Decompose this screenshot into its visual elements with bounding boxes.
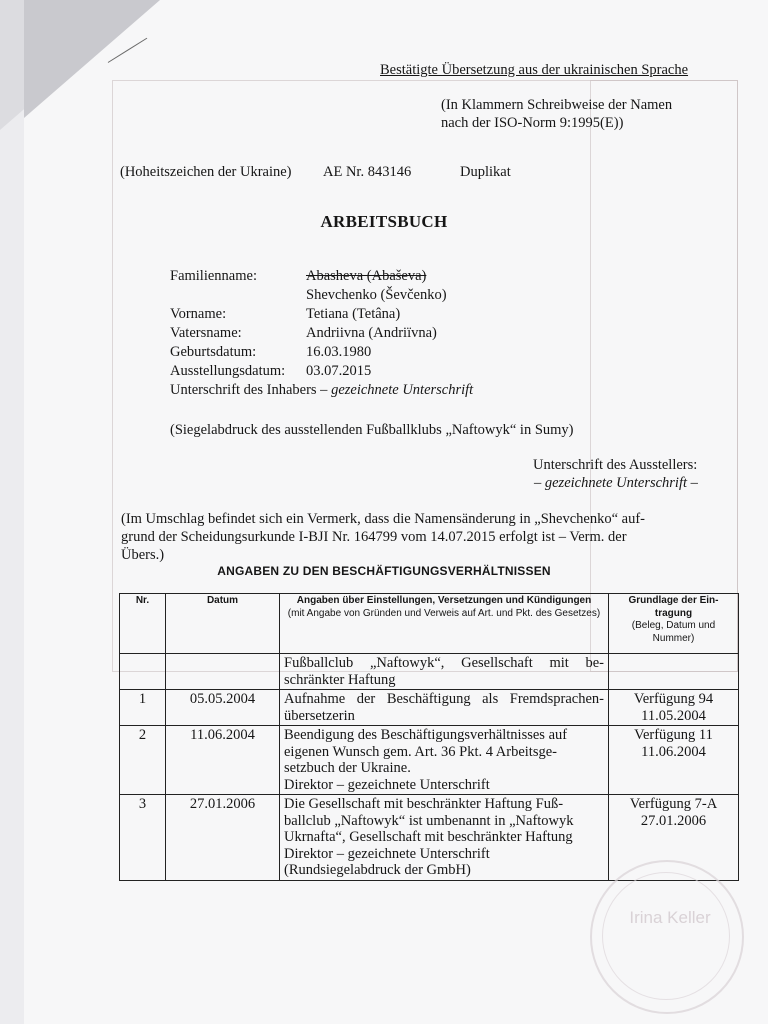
header-basis-sub: (Beleg, Datum und Nummer) <box>631 620 716 644</box>
iso-note-line1: (In Klammern Schreibweise der Namen <box>441 97 673 113</box>
header-basis <box>609 594 739 654</box>
header-details-main: Angaben über Einstellungen, Versetzungen und Kündigungen <box>296 595 592 606</box>
translator-stamp-name: Irina Keller <box>629 908 711 927</box>
row-basis: Verfügung 7-A 27.01.2006 <box>609 795 739 881</box>
envelope-note-line3: Übers.) <box>121 547 165 563</box>
birth-date-value: 16.03.1980 <box>306 344 372 360</box>
row-nr: 3 <box>120 795 166 881</box>
first-name-label: Vorname: <box>170 306 227 322</box>
table-row <box>120 726 739 795</box>
table-row <box>120 690 739 726</box>
issuer-signature-value: – gezeichnete Unterschrift – <box>534 475 698 491</box>
iso-note-line2: nach der ISO-Norm 9:1995(E)) <box>441 115 624 131</box>
header-nr: Nr. <box>120 594 166 654</box>
issue-date-label: Ausstellungsdatum: <box>170 363 286 379</box>
row-date <box>166 654 280 690</box>
document-number: AE Nr. 843146 <box>323 164 412 180</box>
surname-new: Shevchenko (Ševčenko) <box>306 287 447 303</box>
employment-section-title: ANGABEN ZU DEN BESCHÄFTIGUNGSVERHÄLTNISSEN <box>217 564 551 578</box>
header-date: Datum <box>166 594 280 654</box>
holder-signature-label: Unterschrift des Inhabers – <box>170 382 328 398</box>
holder-signature-value: gezeichnete Unterschrift <box>331 382 474 398</box>
employment-table <box>119 593 739 881</box>
row-nr: 1 <box>120 690 166 726</box>
birth-date-label: Geburtsdatum: <box>170 344 257 360</box>
row-basis: Verfügung 94 11.05.2004 <box>609 690 739 726</box>
envelope-note-line1: (Im Umschlag befindet sich ein Vermerk, dass die Namensänderung in „Shevchenko“ auf- <box>121 511 645 527</box>
row-date: 27.01.2006 <box>166 795 280 881</box>
row-details: Beendigung des Beschäftigungsverhältnisses auf eigenen Wunsch gem. Art. 36 Pkt. 4 Arbeitsge-setzbuch der Ukraine. <box>284 727 568 776</box>
row-nr: 2 <box>120 726 166 795</box>
header-basis-main: Grundlage der Ein-tragung <box>628 595 719 619</box>
row-details: Aufnahme der Beschäftigung als Fremdsprachen-übersetzerin <box>280 690 609 726</box>
row-basis <box>609 654 739 690</box>
header-details-sub: (mit Angabe von Gründen und Verweis auf Art. und Pkt. des Gesetzes) <box>287 607 601 619</box>
surname-label: Familienname: <box>170 268 257 284</box>
row-date: 11.06.2004 <box>166 726 280 795</box>
issue-date-value: 03.07.2015 <box>306 363 372 379</box>
document-title: ARBEITSBUCH <box>320 212 448 231</box>
header-details <box>280 594 609 654</box>
holder-signature-line <box>170 381 473 399</box>
issuer-signature-label: Unterschrift des Ausstellers: <box>533 457 698 473</box>
patronymic-value: Andriivna (Andriïvna) <box>306 325 437 341</box>
row-details-cell <box>280 795 609 881</box>
table-header-row <box>120 594 739 654</box>
row-details-seal: (Rundsiegelabdruck der GmbH) <box>284 862 471 878</box>
row-details: Die Gesellschaft mit beschränkter Haftung Fuß-ballclub „Naftowyk“ ist umbenannt in „Naftowyk Ukrnafta“, Gesellschaft mit beschränkter Haftung <box>284 796 574 845</box>
row-details-cell <box>280 726 609 795</box>
envelope-note-line2: grund der Scheidungsurkunde I-BJI Nr. 164799 vom 14.07.2015 erfolgt ist – Verm. der <box>121 529 627 545</box>
translation-note: Bestätigte Übersetzung aus der ukrainischen Sprache <box>380 62 689 78</box>
surname-old: Abasheva (Abaševa) <box>306 268 427 284</box>
seal-note: (Siegelabdruck des ausstellenden Fußballklubs „Naftowyk“ in Sumy) <box>170 422 574 438</box>
row-details-signature: Direktor – gezeichnete Unterschrift <box>284 845 490 862</box>
table-row <box>120 654 739 690</box>
row-basis: Verfügung 11 11.06.2004 <box>609 726 739 795</box>
row-nr <box>120 654 166 690</box>
row-details: Fußballclub „Naftowyk“, Gesellschaft mit be-schränkter Haftung <box>280 654 609 690</box>
emblem-note: (Hoheitszeichen der Ukraine) <box>120 164 292 180</box>
row-details-signature: Direktor – gezeichnete Unterschrift <box>284 776 490 793</box>
first-name-value: Tetiana (Tetâna) <box>306 306 401 322</box>
bleed-through-column <box>590 80 738 672</box>
translator-stamp-inner-ring <box>602 872 730 1000</box>
duplicate-note: Duplikat <box>460 164 511 180</box>
row-date: 05.05.2004 <box>166 690 280 726</box>
patronymic-label: Vatersname: <box>170 325 242 341</box>
